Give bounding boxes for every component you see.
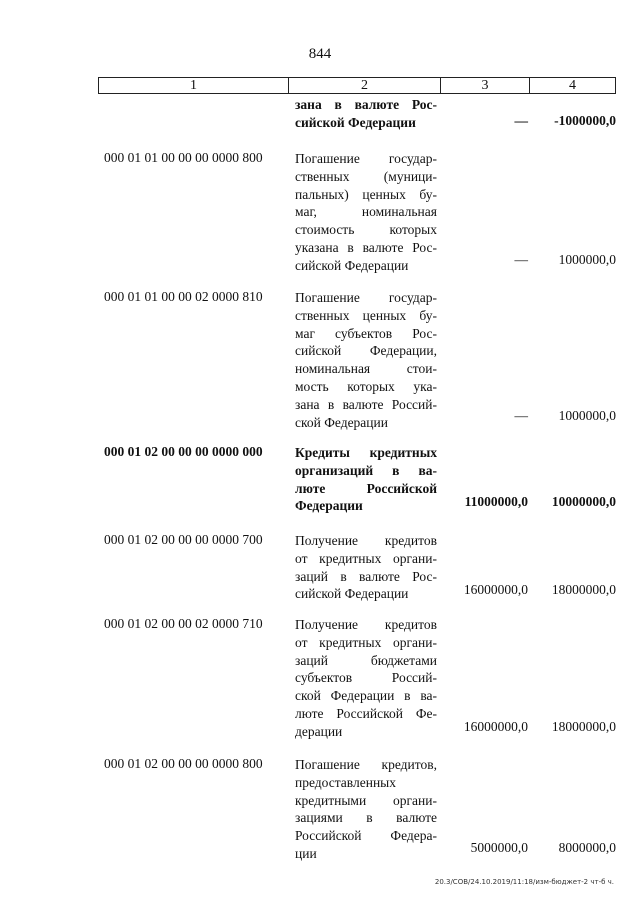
- row-name: [295, 532, 437, 603]
- row-name-line: зациями в валюте: [295, 810, 437, 826]
- row-name-line: люте Российской Фе-: [295, 705, 437, 721]
- row-code: 000 01 02 00 00 02 0000 710: [104, 616, 263, 631]
- column-header-row: [98, 77, 616, 94]
- row-name-line: сийской Федерации: [295, 586, 409, 602]
- row-name: [295, 150, 437, 275]
- row-name-line: номинальная стои-: [295, 361, 437, 377]
- row-code: 000 01 02 00 00 00 0000 800: [104, 756, 263, 771]
- row-value-col4: 18000000,0: [551, 719, 616, 734]
- row-name-line: субъектов Россий-: [295, 670, 437, 686]
- row-value-col4: 1000000,0: [558, 408, 616, 423]
- row-name-line: Погашение государ-: [295, 290, 437, 305]
- column-header-2: 2: [288, 78, 440, 93]
- row-name: [295, 756, 437, 863]
- row-name: [295, 96, 437, 132]
- row-code: 000 01 01 00 00 00 0000 800: [104, 150, 263, 165]
- row-name-line: пальных) ценных бу-: [295, 186, 437, 202]
- row-name: [295, 289, 437, 431]
- row-name-line: мость которых ука-: [295, 378, 437, 394]
- row-name-line: сийской Федерации,: [295, 343, 437, 359]
- row-name-line: указана в валюте Рос-: [295, 239, 437, 255]
- row-name-line: люте Российской: [295, 480, 437, 496]
- row-name-line: Погашение государ-: [295, 151, 437, 166]
- row-name-line: организаций в ва-: [295, 462, 437, 478]
- row-name-line: от кредитных органи-: [295, 634, 437, 650]
- row-name-line: заций бюджетами: [295, 652, 437, 668]
- row-name-line: Федерации: [295, 498, 363, 514]
- row-name-line: от кредитных органи-: [295, 550, 437, 566]
- row-code: 000 01 02 00 00 00 0000 700: [104, 532, 263, 547]
- column-header-1: 1: [190, 78, 197, 93]
- column-header-4: 4: [529, 78, 615, 93]
- row-value-col4: 18000000,0: [551, 582, 616, 597]
- row-name-line: Кредиты кредитных: [295, 445, 437, 460]
- row-value-col3: —: [514, 252, 528, 267]
- document-footer-stamp: 20.3/СОВ/24.10.2019/11:18/изм-бюджет-2 чт-б ч.: [434, 878, 614, 886]
- row-value-col4: -1000000,0: [554, 113, 616, 128]
- row-name-line: заций в валюте Рос-: [295, 568, 437, 584]
- row-name-line: ции: [295, 845, 317, 861]
- row-value-col3: 16000000,0: [463, 582, 528, 597]
- row-name-line: сийской Федерации: [295, 257, 409, 273]
- row-value-col3: 16000000,0: [463, 719, 528, 734]
- row-value-col3: 11000000,0: [464, 494, 528, 509]
- row-name-line: маг, номинальная: [295, 204, 437, 220]
- row-name-line: Российской Федера-: [295, 828, 437, 844]
- row-name-line: ственных ценных бу-: [295, 307, 437, 323]
- row-name: [295, 444, 437, 515]
- row-name-line: Погашение кредитов,: [295, 757, 437, 772]
- row-value-col4: 8000000,0: [558, 840, 616, 855]
- row-name-line: Получение кредитов: [295, 533, 437, 548]
- row-name-line: маг субъектов Рос-: [295, 325, 437, 341]
- row-code: 000 01 01 00 00 02 0000 810: [104, 289, 263, 304]
- row-name-line: ской Федерации: [295, 414, 388, 430]
- row-name-line: стоимость которых: [295, 222, 437, 238]
- row-value-col4: 1000000,0: [558, 252, 616, 267]
- column-header-3: 3: [440, 78, 529, 93]
- row-name-line: ственных (муници-: [295, 168, 437, 184]
- row-name-line: ской Федерации в ва-: [295, 688, 437, 704]
- row-name-line: предоставленных: [295, 774, 396, 790]
- row-name-line: зана в валюте Рос-: [295, 97, 437, 112]
- row-value-col4: 10000000,0: [551, 494, 616, 509]
- row-name-line: кредитными органи-: [295, 792, 437, 808]
- row-code: 000 01 02 00 00 00 0000 000: [104, 444, 263, 459]
- row-value-col3: 5000000,0: [470, 840, 528, 855]
- row-value-col3: —: [514, 408, 528, 423]
- row-name-line: Получение кредитов: [295, 617, 437, 632]
- row-name-line: сийской Федерации: [295, 114, 416, 130]
- row-name-line: дерации: [295, 723, 343, 739]
- page-number: 844: [308, 46, 332, 62]
- row-name: [295, 616, 437, 741]
- row-name-line: зана в валюте Россий-: [295, 396, 437, 412]
- row-value-col3: —: [514, 113, 528, 128]
